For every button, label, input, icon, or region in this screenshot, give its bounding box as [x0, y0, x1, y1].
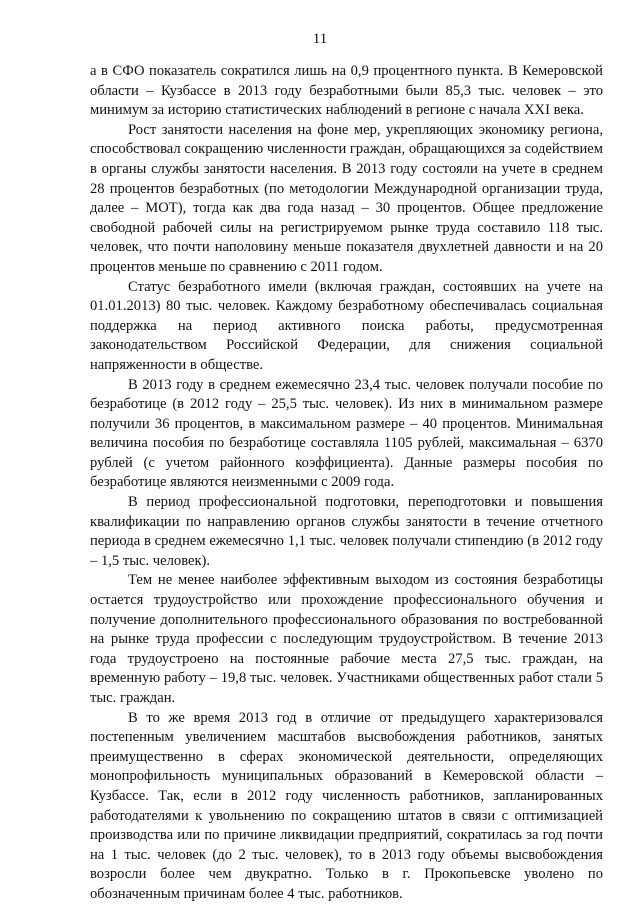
- paragraph-1: а в СФО показатель сократился лишь на 0,9 процентного пункта. В Кемеровской области – Кузбассе в 2013 году безработными были 85,3 тыс. человек – это минимум за историю статистических наблюдений в регионе с начала XXI века.: [90, 63, 603, 119]
- paragraph-2: Рост занятости населения на фоне мер, укрепляющих экономику региона, способствовал сокращению численности граждан, обращающихся за содействием в органы службы занятости населения. В 2013 году состояли на учете в среднем 28 процентов безработных (по методологии Международной организации труда, далее – МОТ), тогда как два года назад – 30 процентов. Общее предложение свободной рабочей силы на регистрируемом рынке труда составило 118 тыс. человек, что почти наполовину меньше показателя двухлетней давности и на 20 процентов меньше по сравнению с 2011 годом.: [90, 121, 603, 275]
- page-number: 11: [312, 31, 328, 47]
- body-text: [90, 62, 603, 905]
- paragraph-3: Статус безработного имели (включая граждан, состоявших на учете на 01.01.2013) 80 тыс. человек. Каждому безработному обеспечивалась социальная поддержка на период активного поиска работы, предусмотренная законодательством Российской Федерации, для снижения социальной напряженности в обществе.: [90, 278, 603, 373]
- paragraph-5: В период профессиональной подготовки, переподготовки и повышения квалификации по направлению органов службы занятости в течение отчетного периода в среднем ежемесячно 1,1 тыс. человек получали стипендию (в 2012 году – 1,5 тыс. человек).: [90, 494, 603, 569]
- paragraph-4: В 2013 году в среднем ежемесячно 23,4 тыс. человек получали пособие по безработице (в 2012 году – 25,5 тыс. человек). Из них в минимальном размере получили 36 процентов, в максимальном размере – 40 процентов. Минимальная величина пособия по безработице составляла 1105 рублей, максимальная – 6370 рублей (с учетом районного коэффициента). Данные размеры пособия по безработице являются неизменными с 2009 года.: [90, 376, 603, 491]
- paragraph-6: Тем не менее наиболее эффективным выходом из состояния безработицы остается трудоустройство или прохождение профессионального обучения и получение дополнительного профессионального образования по востребованной на рынке труда профессии с последующим трудоустройством. В течение 2013 года трудоустроено на постоянные рабочие места 27,5 тыс. граждан, на временную работу – 19,8 тыс. человек. Участниками общественных работ стали 5 тыс. граждан.: [90, 572, 603, 706]
- paragraph-7: В то же время 2013 год в отличие от предыдущего характеризовался постепенным увеличением масштабов высвобождения работников, занятых преимущественно в сферах экономической деятельности, определяющих монопрофильность муниципальных образований в Кемеровской области – Кузбассе. Так, если в 2012 году численность работников, запланированных работодателями к увольнению по сокращению штатов в связи с оптимизацией производства или по причине ликвидации предприятий, сократилась за год почти на 1 тыс. человек (до 2 тыс. человек), то в 2013 году объемы высвобождения возросли более чем двукратно. Только в г. Прокопьевске уволено по обозначенным причинам более 4 тыс. работников.: [90, 709, 603, 902]
